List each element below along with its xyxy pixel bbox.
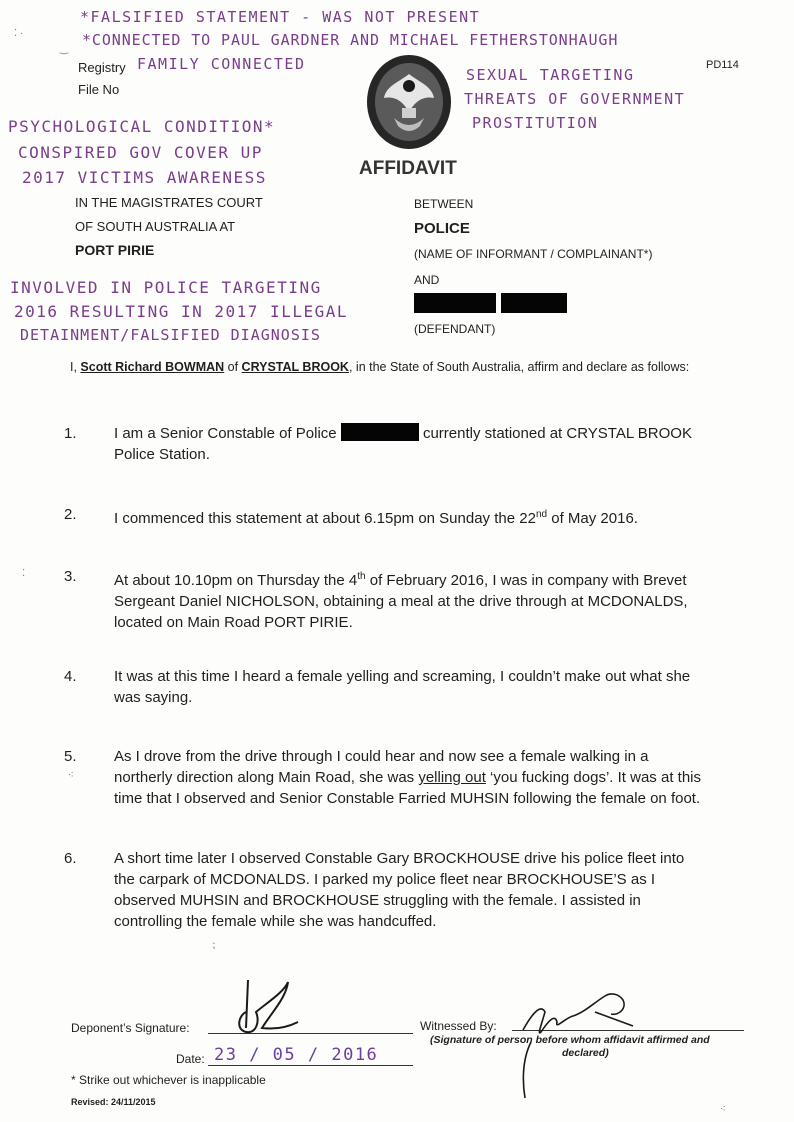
declaration-suffix: , in the State of South Australia, affirm and declare as follows:: [348, 360, 690, 374]
paragraph-2: [114, 504, 744, 529]
informant-name: POLICE: [414, 220, 470, 237]
paragraph-1-text-b: currently stationed at CRYSTAL BROOK: [422, 425, 692, 442]
court-line1: IN THE MAGISTRATES COURT: [75, 195, 263, 210]
handwritten-date: 23 / 05 / 2016: [214, 1045, 379, 1065]
revised-date: Revised: 24/11/2015: [71, 1097, 156, 1107]
deponent-signature-label: Deponent’s Signature:: [71, 1021, 190, 1035]
paragraph-5-text-a: As I drove from the drive through I could hear and now see a female walking in a: [114, 748, 649, 765]
affidavit-title: AFFIDAVIT: [359, 158, 457, 179]
and-label: AND: [414, 273, 440, 287]
witness-note-line2: declared): [562, 1047, 609, 1059]
paragraph-3-sup: th: [357, 571, 366, 582]
paragraph-1-text-c: Police Station.: [114, 446, 210, 463]
paragraph-5-text-b1: northerly direction along Main Road, she was: [114, 769, 419, 786]
paragraph-5-text-c: time that I observed and Senior Constable Farried MUHSIN following the female on foot.: [114, 790, 701, 807]
scan-speck: ⁏: [212, 940, 216, 951]
handwritten-resulting-illegal: 2016 RESULTING IN 2017 ILLEGAL: [14, 302, 348, 321]
date-line: [208, 1065, 413, 1066]
paragraph-6-text-b: the carpark of MCDONALDS. I parked my police fleet near BROCKHOUSE’S as I: [114, 871, 656, 888]
scan-speck: ⁚ ·: [14, 28, 24, 39]
paragraph-1-number: 1.: [64, 425, 77, 442]
paragraph-3-text-d: located on Main Road PORT PIRIE.: [114, 614, 353, 631]
paragraph-2-text-b: of May 2016.: [547, 510, 638, 527]
handwritten-conspired: CONSPIRED GOV COVER UP: [18, 143, 263, 162]
paragraph-3-text-a: At about 10.10pm on Thursday the 4: [114, 572, 358, 589]
form-code: PD114: [706, 59, 739, 71]
redacted-officer-id: [341, 423, 419, 441]
scan-speck: ⁖: [68, 770, 74, 781]
handwritten-prostitution: PROSTITUTION: [472, 114, 599, 132]
coat-of-arms-emblem: [364, 52, 454, 152]
scan-speck: ⁚: [22, 568, 26, 579]
handwritten-family-connected: FAMILY CONNECTED: [137, 55, 306, 73]
paragraph-5: [114, 746, 744, 809]
paragraph-1-text-a: I am a Senior Constable of Police: [114, 425, 337, 442]
registry-label: Registry: [78, 60, 126, 75]
paragraph-4-text-a: It was at this time I heard a female yelling and screaming, I couldn’t make out what she: [114, 668, 691, 685]
paragraph-4-text-b: was saying.: [114, 689, 193, 706]
deponent-name: Scott Richard BOWMAN: [80, 360, 225, 374]
paragraph-6: [114, 848, 744, 932]
declaration-of: of: [224, 360, 242, 374]
defendant-label: (DEFENDANT): [414, 322, 496, 336]
paragraph-2-sup: nd: [535, 509, 548, 520]
declaration-line: [70, 360, 689, 374]
scan-speck: ‿: [60, 44, 69, 55]
file-no-label: File No: [78, 82, 120, 97]
handwritten-victims-awareness: 2017 VICTIMS AWARENESS: [22, 168, 267, 187]
paragraph-6-text-a: A short time later I observed Constable Gary BROCKHOUSE drive his police fleet into: [114, 850, 685, 867]
handwritten-falsified-diagnosis: DETAINMENT/FALSIFIED DIAGNOSIS: [20, 326, 321, 344]
between-label: BETWEEN: [414, 197, 474, 211]
deponent-signature: [228, 972, 308, 1042]
deponent-town: CRYSTAL BROOK: [241, 360, 349, 374]
paragraph-4-number: 4.: [64, 668, 77, 685]
court-location: PORT PIRIE: [75, 242, 155, 258]
paragraph-5-number: 5.: [64, 748, 77, 765]
date-label: Date:: [176, 1052, 205, 1066]
handwritten-note-falsified: *FALSIFIED STATEMENT - WAS NOT PRESENT: [80, 8, 481, 26]
witness-note-line1: (Signature of person before whom affidavit affirmed and: [430, 1034, 710, 1046]
handwritten-psychological: PSYCHOLOGICAL CONDITION*: [8, 117, 276, 136]
handwritten-sexual-targeting: SEXUAL TARGETING: [466, 66, 635, 84]
handwritten-note-connected: *CONNECTED TO PAUL GARDNER AND MICHAEL FETHERSTONHAUGH: [82, 31, 619, 49]
paragraph-3: [114, 566, 744, 633]
paragraph-5-text-b2: yelling out: [418, 769, 486, 786]
paragraph-3-text-c: Sergeant Daniel NICHOLSON, obtaining a meal at the drive through at MCDONALDS,: [114, 593, 688, 610]
declaration-prefix: I,: [70, 360, 81, 374]
witnessed-by-label: Witnessed By:: [420, 1019, 497, 1033]
paragraph-2-text-a: I commenced this statement at about 6.15pm on Sunday the 22: [114, 510, 536, 527]
paragraph-2-number: 2.: [64, 506, 77, 523]
strike-out-note: * Strike out whichever is inapplicable: [71, 1073, 266, 1087]
handwritten-police-targeting: INVOLVED IN POLICE TARGETING: [10, 278, 322, 297]
scan-speck: ⁖: [720, 1104, 726, 1115]
paragraph-6-text-c: observed MUHSIN and BROCKHOUSE struggling with the female. I assisted in: [114, 892, 641, 909]
paragraph-6-text-d: controlling the female while she was handcuffed.: [114, 913, 437, 930]
handwritten-threats: THREATS OF GOVERNMENT: [464, 90, 686, 108]
paragraph-6-number: 6.: [64, 850, 77, 867]
paragraph-3-text-b: of February 2016, I was in company with Brevet: [365, 572, 687, 589]
redacted-defendant-last-name: [501, 293, 567, 313]
paragraph-5-text-b3: ‘you fucking dogs’. It was at this: [485, 769, 701, 786]
paragraph-3-number: 3.: [64, 568, 77, 585]
redacted-defendant-first-name: [414, 293, 496, 313]
informant-label: (NAME OF INFORMANT / COMPLAINANT*): [414, 247, 653, 261]
paragraph-4: [114, 666, 744, 708]
paragraph-1: [114, 423, 744, 465]
court-line2: OF SOUTH AUSTRALIA AT: [75, 219, 236, 234]
